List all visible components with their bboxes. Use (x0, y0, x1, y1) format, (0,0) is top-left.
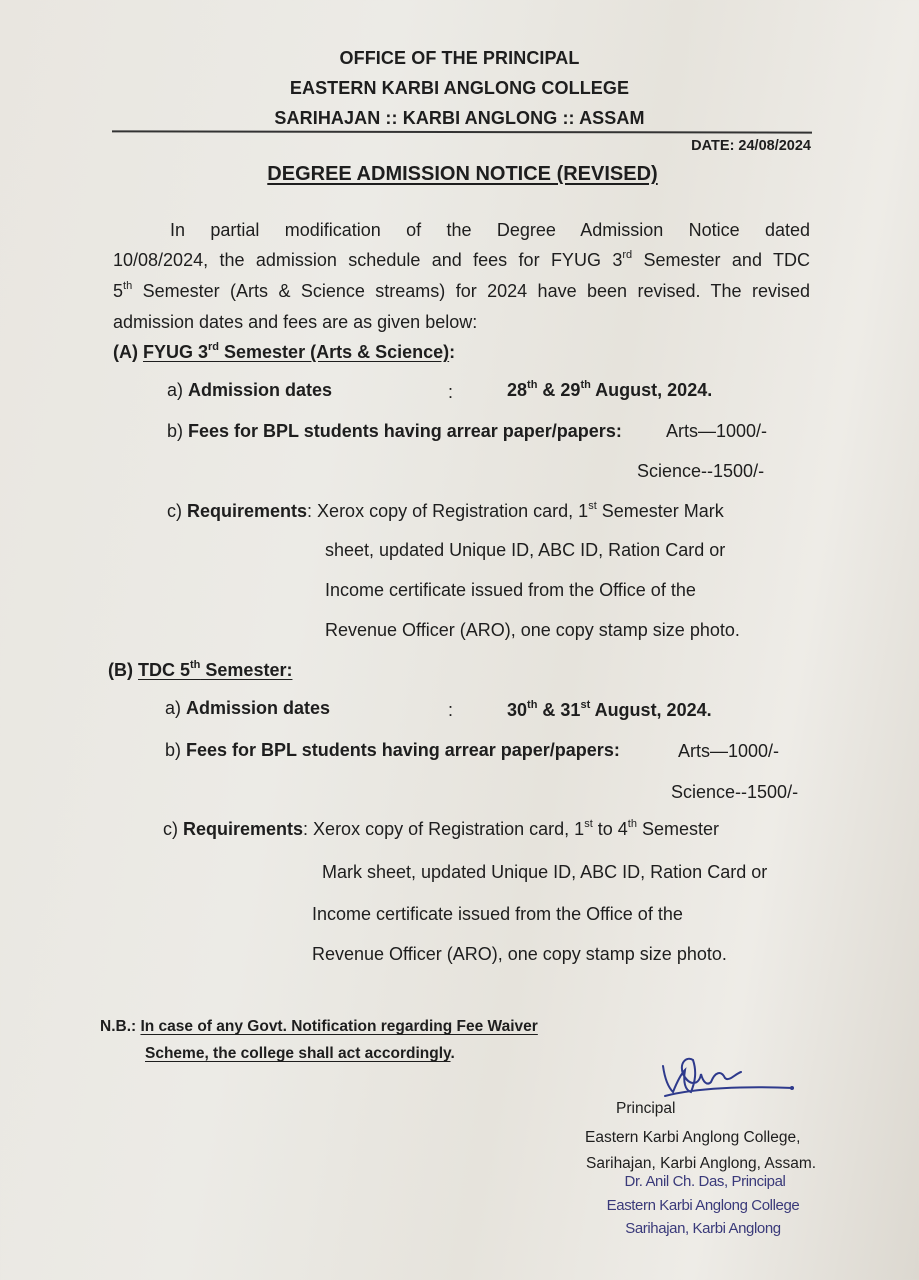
signatory-college: Eastern Karbi Anglong College, (585, 1129, 801, 1146)
notice-date: DATE: 24/08/2024 (691, 138, 811, 154)
section-a-requirements-line-4: Revenue Officer (ARO), one copy stamp size photo. (325, 620, 740, 640)
section-a-fee-arts: Arts—1000/- (666, 421, 768, 441)
section-b-requirements-line-4: Revenue Officer (ARO), one copy stamp size photo. (312, 944, 727, 964)
signatory-title: Principal (616, 1100, 676, 1117)
section-b-requirements-line-3: Income certificate issued from the Office of the (312, 904, 683, 924)
section-b-fees-label: b) Fees for BPL students having arrear paper/papers: (165, 740, 620, 760)
section-a-admission-dates-value: 28th & 29th August, 2024. (507, 379, 713, 400)
nb-line-2: Scheme, the college shall act accordingly. (145, 1045, 455, 1062)
stamp-address: Sarihajan, Karbi Anglong (625, 1220, 781, 1237)
nb-line-1: N.B.: In case of any Govt. Notification regarding Fee Waiver (100, 1018, 538, 1035)
section-a-requirements-line-3: Income certificate issued from the Office of the (325, 580, 696, 600)
section-b-fee-science: Science--1500/- (671, 782, 799, 802)
header-divider (112, 130, 812, 133)
section-b-requirements-line-1: c) Requirements: Xerox copy of Registration card, 1st to 4th Semester (163, 818, 719, 839)
section-a-fee-science: Science--1500/- (637, 461, 765, 481)
stamp-college: Eastern Karbi Anglong College (606, 1197, 800, 1214)
intro-line-3: 5th Semester (Arts & Science streams) for 2024 have been revised. The revised (113, 280, 810, 301)
stamp-name: Dr. Anil Ch. Das, Principal (624, 1173, 786, 1190)
section-a-admission-dates-label: a) Admission dates (167, 380, 333, 400)
section-b-heading: (B) TDC 5th Semester: (108, 659, 293, 680)
section-b-fee-arts: Arts—1000/- (678, 741, 780, 761)
college-name-heading: EASTERN KARBI ANGLONG COLLEGE (289, 78, 630, 98)
section-b-dates-colon: : (448, 700, 454, 720)
intro-line-4: admission dates and fees are as given below: (113, 312, 478, 332)
section-b-admission-dates-label: a) Admission dates (165, 698, 331, 718)
college-address-heading: SARIHAJAN :: KARBI ANGLONG :: ASSAM (274, 108, 645, 128)
intro-line-2: 10/08/2024, the admission schedule and fees for FYUG 3rd Semester and TDC (113, 249, 811, 270)
section-a-dates-colon: : (448, 382, 454, 402)
notice-title-text: DEGREE ADMISSION NOTICE (REVISED) (267, 163, 658, 185)
section-b-admission-dates-value: 30th & 31st August, 2024. (507, 699, 712, 720)
section-a-requirements-line-2: sheet, updated Unique ID, ABC ID, Ration Card or (325, 540, 726, 560)
office-heading: OFFICE OF THE PRINCIPAL (339, 48, 580, 68)
intro-line-1: In partial modification of the Degree Admission Notice dated (170, 220, 810, 240)
section-a-heading: (A) FYUG 3rd Semester (Arts & Science): (113, 341, 456, 362)
principal-signature (655, 1052, 800, 1102)
section-b-requirements-line-2: Mark sheet, updated Unique ID, ABC ID, Ration Card or (322, 862, 768, 882)
section-a-fees-label: b) Fees for BPL students having arrear paper/papers: (167, 421, 622, 441)
notice-title (0, 163, 919, 186)
signatory-address: Sarihajan, Karbi Anglong, Assam. (586, 1155, 817, 1172)
section-a-requirements-line-1: c) Requirements: Xerox copy of Registration card, 1st Semester Mark (167, 500, 724, 521)
